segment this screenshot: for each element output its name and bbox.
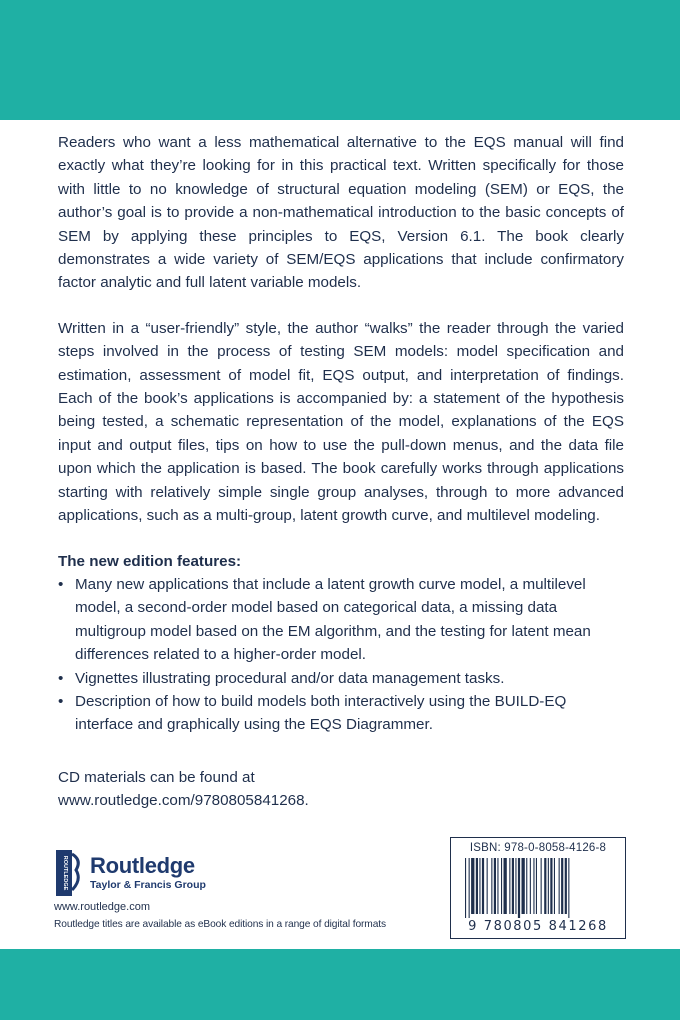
routledge-logo-icon: [54, 850, 84, 896]
bottom-color-band: [0, 949, 680, 1020]
barcode-bar: [482, 858, 484, 914]
features-heading: The new edition features:: [58, 552, 242, 570]
barcode-bar: [518, 858, 520, 918]
barcode-bar: [530, 858, 531, 914]
feature-text: Description of how to build models both interactively using the BUILD-EQ interface and graphically using the EQS Diagrammer.: [75, 692, 567, 734]
barcode-bar: [479, 858, 480, 914]
isbn-label: ISBN: 978-0-8058-4126-8: [469, 842, 607, 854]
publisher-url-link[interactable]: www.routledge.com: [54, 901, 150, 913]
barcode-bar: [548, 858, 549, 914]
barcode-bar: [550, 858, 552, 914]
barcode-digits: 9 780805 841268: [468, 919, 608, 934]
description-paragraph-2: Written in a “user-friendly” style, the author “walks” the reader through the varied steps involved in the process of testing SEM models: model specification and estimation, assessment of model fit, EQS output, and interpretation of findings. Each of the book’s applications is accompanied by: a statement of the hypothesis being tested, a schematic representation of the model, explanations of the EQS input and output files, tips on how to use the pull-down menus, and the data file upon which the application is based. The book carefully works through applications starting with relatively simple single group analyses, through to more advanced applications, such as a multi-group, latent growth curve, and multilevel modeling.: [58, 319, 624, 525]
feature-item: [58, 573, 624, 667]
barcode-bar: [533, 858, 534, 914]
barcode-bars: [465, 858, 611, 918]
barcode-bar: [554, 858, 555, 914]
back-cover-text: [58, 131, 624, 737]
barcode-bar: [501, 858, 502, 914]
barcode-bar: [471, 858, 474, 914]
barcode-bar: [469, 858, 470, 918]
feature-item: [58, 690, 624, 737]
top-color-band: [0, 0, 680, 120]
barcode-bar: [515, 858, 516, 914]
barcode-bar: [561, 858, 563, 914]
bullet-icon: •: [58, 692, 64, 710]
barcode-bar: [536, 858, 537, 914]
barcode-bar: [522, 858, 525, 914]
barcode-bar: [512, 858, 514, 914]
barcode-bar: [568, 858, 569, 918]
barcode-bar: [504, 858, 507, 914]
barcode-bar: [487, 858, 488, 914]
cd-materials-note: [58, 766, 624, 813]
barcode-bar: [544, 858, 546, 914]
description-paragraph-1: Readers who want a less mathematical alternative to the EQS manual will find exactly what they’re looking for in this practical text. Written specifically for those with little to no knowledge of structural equation modeling (SEM) or EQS, the author’s goal is to provide a non-mathematical introduction to the basic concepts of SEM by applying these principles to EQS, Version 6.1. The book clearly demonstrates a wide variety of SEM/EQS applications that include confirmatory factor analytic and full latent variable models.: [58, 134, 624, 292]
feature-text: Many new applications that include a latent growth curve model, a multilevel model, a second-order model based on categorical data, a missing data multigroup model based on the EM algorithm, and the testing for latent mean differences related to a higher-order model.: [75, 575, 591, 664]
publisher-name: Routledge: [90, 853, 195, 878]
barcode-bar: [491, 858, 492, 914]
cd-url-link[interactable]: www.routledge.com/9780805841268.: [58, 792, 309, 810]
isbn-barcode: [450, 837, 626, 939]
barcode-bar: [565, 858, 567, 914]
logo-mark-text: ROUTLEDGE: [62, 855, 68, 891]
ebook-note: Routledge titles are available as eBook editions in a range of digital formats: [54, 919, 386, 930]
cd-line: CD materials can be found at: [58, 769, 255, 786]
routledge-logo: [54, 850, 394, 896]
feature-item: [58, 667, 624, 690]
barcode-bar: [541, 858, 542, 914]
barcode-bar: [497, 858, 498, 914]
publisher-block: [54, 850, 394, 932]
barcode-bar: [526, 858, 527, 914]
barcode-bar: [509, 858, 510, 914]
feature-text: Vignettes illustrating procedural and/or data management tasks.: [75, 669, 505, 687]
publisher-group: Taylor & Francis Group: [90, 879, 206, 891]
barcode-bar: [465, 858, 466, 918]
bullet-icon: •: [58, 669, 64, 687]
barcode-bar: [494, 858, 496, 914]
features-list: [58, 573, 624, 737]
barcode-bar: [559, 858, 560, 914]
barcode-bar: [476, 858, 478, 914]
bullet-icon: •: [58, 575, 64, 593]
